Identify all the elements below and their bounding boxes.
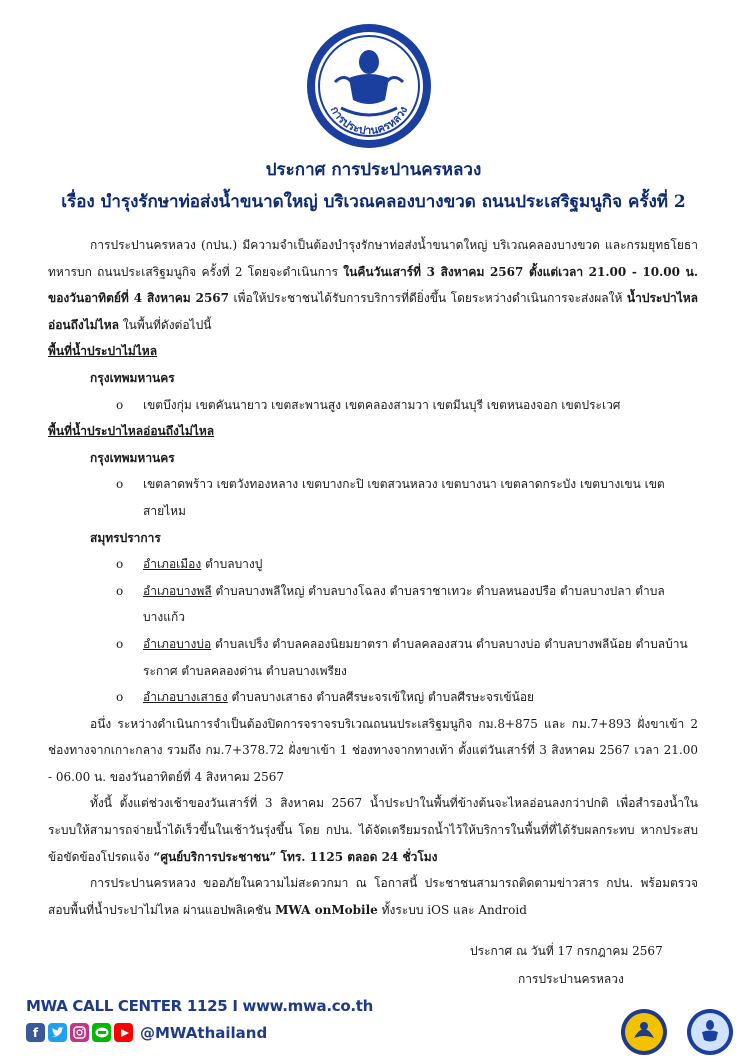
notice-paragraph: ทั้งนี้ ตั้งแต่ช่วงเช้าของวันเสาร์ที่ 3 สิงหาคม 2567 น้ำประปาในพื้นที่ข้างต้นจะไหลอ่อนลงกว่าปกติ เพื่อสำรองน้ำในระบบให้สามารถจ่ายน้ำได้เร็วขึ้นในเช้าวันรุ่งขึ้น โดย กปน. ได้จัดเตรียมรถน้ำไว้ให้บริการในพื้นที่ที่ได้รับผลกระทบ หากประสบข้อขัดข้องโปรดแจ้ง “ศูนย์บริการประชาชน” โทร. 1125 ตลอด 24 ชั่วโมง [48,796,698,864]
announcement-heading: ประกาศ การประปานครหลวง [265,160,482,180]
mwa-seal-icon [305,22,433,150]
province-label: สมุทรปราการ [90,530,161,545]
call-center-line: MWA CALL CENTER 1125 I www.mwa.co.th [26,997,373,1015]
announcement-date: ประกาศ ณ วันที่ 17 กรกฎาคม 2567 [470,944,663,958]
list-item: o เขตบึงกุ่ม เขตคันนายาว เขตสะพานสูง เขตคลองสามวา เขตมีนบุรี เขตหนองจอก เขตประเวศ [116,397,621,412]
announcement-org: การประปานครหลวง [518,972,624,986]
traffic-paragraph: อนึ่ง ระหว่างดำเนินการจำเป็นต้องปิดการจราจรบริเวณถนนประเสริฐมนูกิจ กม.8+875 และ กม.7+893 ฝั่งขาเข้า 2 ช่องทางจากเกาะกลาง รวมถึง กม.7+378.72 ฝั่งขาเข้า 1 ช่องทางจากทางเท้า ตั้งแต่วันเสาร์ที่ 3 สิงหาคม 2567 เวลา 21.00 - 06.00 น. ของวันอาทิตย์ที่ 4 สิงหาคม 2567 [48,716,698,784]
list-item: o เขตลาดพร้าว เขตวังทองหลาง เขตบางกะปิ เขตสวนหลวง เขตบางนา เขตลาดกระบัง เขตบางเขน เขตสายไหม [116,477,665,518]
social-handle[interactable]: @MWAthailand [140,1023,268,1042]
intro-paragraph: การประปานครหลวง (กปน.) มีความจำเป็นต้องบำรุงรักษาท่อส่งน้ำขนาดใหญ่ บริเวณคลองบางขวด และกรมยุทธโยธาทหารบก ถนนประเสริฐมนูกิจ ครั้งที่ 2 โดยจะดำเนินการ ในคืนวันเสาร์ที่ 3 สิงหาคม 2567 ตั้งแต่เวลา 21.00 - 10.00 น. ของวันอาทิตย์ที่ 4 สิงหาคม 2567 เพื่อให้ประชาชนได้รับการบริการที่ดียิ่งขึ้น โดยระหว่างดำเนินการจะส่งผลให้ น้ำประปาไหลอ่อนถึงไม่ไหล ในพื้นที่ดังต่อไปนี้ [48,238,698,332]
social-bar [26,1023,373,1042]
list-item: o อำเภอบางบ่อ ตำบลเปร็ง ตำบลคลองนิยมยาตรา ตำบลคลองสวน ตำบลบางบ่อ ตำบลบางพลีน้อย ตำบลบ้านระกาศ ตำบลคลองด่าน ตำบลบางเพรียง [116,636,688,678]
apology-paragraph: การประปานครหลวง ขออภัยในความไม่สะดวกมา ณ โอกาสนี้ ประชาชนสามารถติดตามข่าวสาร กปน. พร้อมตรวจสอบพื้นที่น้ำประปาไม่ไหล ผ่านแอปพลิเคชัน MWA onMobile ทั้งระบบ iOS และ Android [48,876,698,917]
emblem-icon [620,1008,668,1056]
facebook-icon[interactable]: f [26,1023,45,1042]
footer [26,997,373,1042]
mwa-small-seal-icon [686,1008,734,1056]
instagram-icon[interactable] [70,1023,89,1042]
signature-block [470,937,700,993]
list-item: o อำเภอบางพลี ตำบลบางพลีใหญ่ ตำบลบางโฉลง ตำบลราชาเทวะ ตำบลหนองปรือ ตำบลบางปลา ตำบลบางแก้ว [116,583,665,625]
announcement-body [48,232,698,923]
logo-text: การประปานครหลวง [327,104,411,138]
announcement-subject: เรื่อง บำรุงรักษาท่อส่งน้ำขนาดใหญ่ บริเวณคลองบางขวด ถนนประเสริฐมนูกิจ ครั้งที่ 2 [61,192,686,212]
list-item: o อำเภอเมือง ตำบลบางปู [116,557,263,572]
section-heading-low-water: พื้นที่น้ำประปาไหลอ่อนถึงไม่ไหล [48,424,215,439]
youtube-icon[interactable] [114,1023,133,1042]
line-icon[interactable] [92,1023,111,1042]
twitter-icon[interactable] [48,1023,67,1042]
province-label: กรุงเทพมหานคร [90,450,175,465]
province-label: กรุงเทพมหานคร [90,370,175,385]
list-item: o อำเภอบางเสาธง ตำบลบางเสาธง ตำบลศีรษะจรเข้ใหญ่ ตำบลศีรษะจรเข้น้อย [116,690,535,705]
section-heading-no-water: พื้นที่น้ำประปาไม่ไหล [48,344,158,359]
